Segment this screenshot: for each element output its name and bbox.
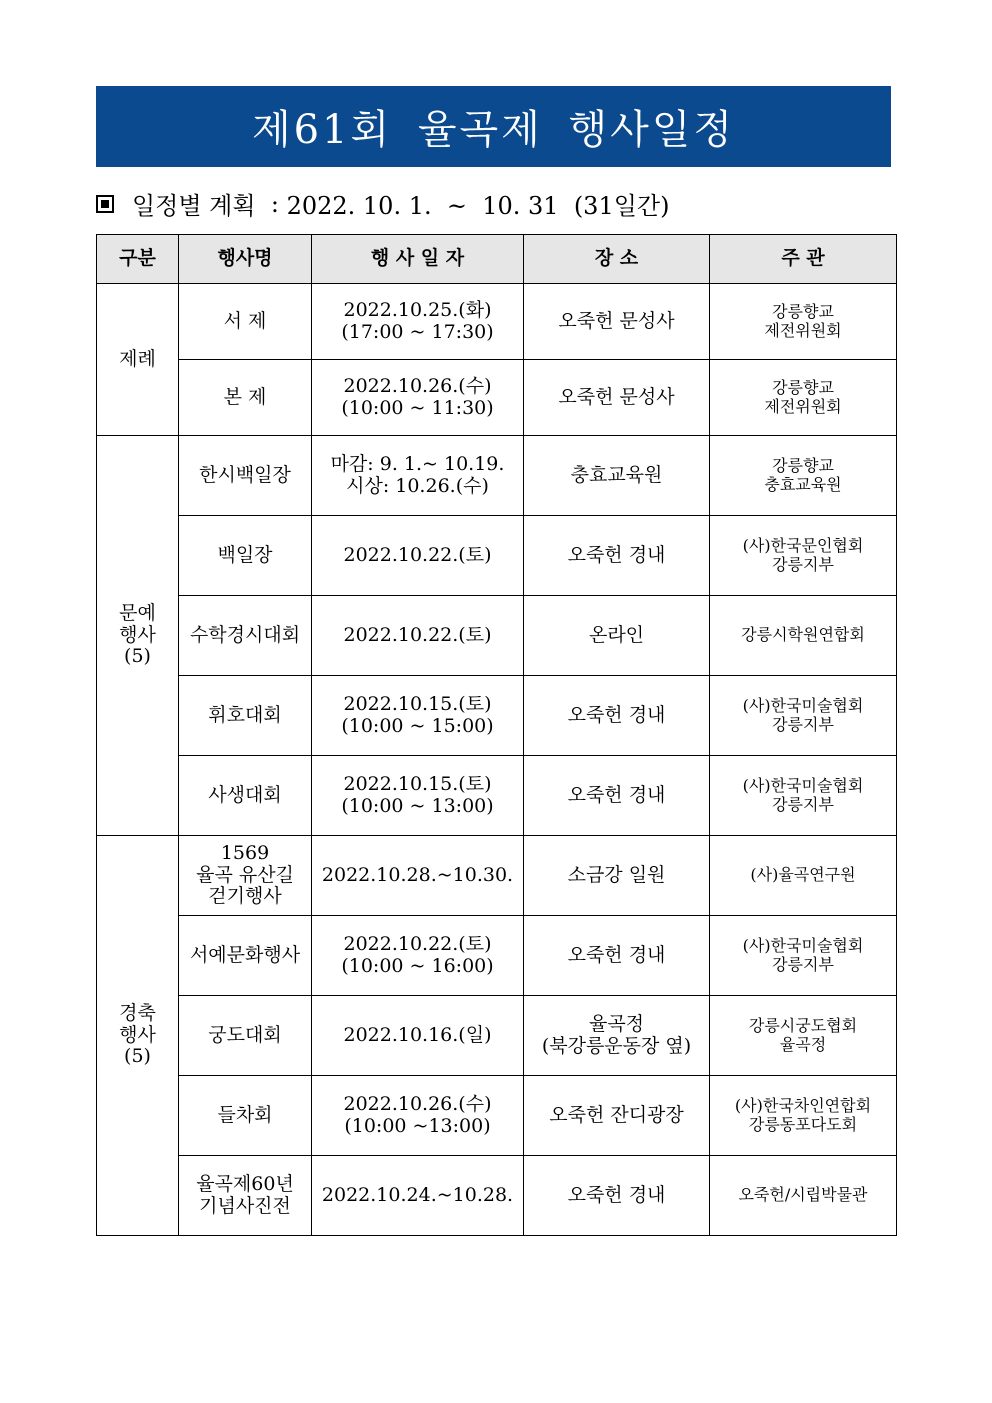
header-category: 구분 [97,235,179,284]
organizer-cell: (사)한국미술협회 강릉지부 [710,676,897,756]
event-cell: 사생대회 [179,756,312,836]
date-cell: 2022.10.24.~10.28. [312,1156,524,1236]
table-row [97,756,897,836]
table-header-row [97,235,897,284]
date-cell: 2022.10.26.(수) (10:00 ~ 11:30) [312,360,524,436]
place-cell: 오죽헌 경내 [524,1156,710,1236]
table-row [97,996,897,1076]
date-cell: 2022.10.22.(토) [312,596,524,676]
date-cell: 2022.10.26.(수) (10:00 ~13:00) [312,1076,524,1156]
place-cell: 오죽헌 문성사 [524,284,710,360]
date-cell: 2022.10.22.(토) (10:00 ~ 16:00) [312,916,524,996]
event-cell: 수학경시대회 [179,596,312,676]
place-cell: 오죽헌 경내 [524,916,710,996]
place-cell: 오죽헌 문성사 [524,360,710,436]
header-event: 행사명 [179,235,312,284]
event-cell: 휘호대회 [179,676,312,756]
page-title: 제61회 율곡제 행사일정 [251,107,736,153]
category-cell: 경축 행사 (5) [97,836,179,1236]
place-cell: 율곡정 (북강릉운동장 옆) [524,996,710,1076]
place-cell: 오죽헌 잔디광장 [524,1076,710,1156]
place-cell: 오죽헌 경내 [524,516,710,596]
table-row [97,284,897,360]
event-cell: 율곡제60년 기념사진전 [179,1156,312,1236]
table-row [97,676,897,756]
date-cell: 2022.10.15.(토) (10:00 ~ 15:00) [312,676,524,756]
table-row [97,516,897,596]
event-cell: 들차회 [179,1076,312,1156]
date-cell: 2022.10.16.(일) [312,996,524,1076]
place-cell: 오죽헌 경내 [524,676,710,756]
event-cell: 백일장 [179,516,312,596]
organizer-cell: 강릉시학원연합회 [710,596,897,676]
event-cell: 본 제 [179,360,312,436]
date-cell: 마감: 9. 1.~ 10.19. 시상: 10.26.(수) [312,436,524,516]
organizer-cell: 오죽헌/시립박물관 [710,1156,897,1236]
organizer-cell: (사)율곡연구원 [710,836,897,916]
place-cell: 온라인 [524,596,710,676]
date-cell: 2022.10.15.(토) (10:00 ~ 13:00) [312,756,524,836]
event-cell: 1569 율곡 유산길 걷기행사 [179,836,312,916]
header-place: 장 소 [524,235,710,284]
table-row [97,596,897,676]
table-row [97,1156,897,1236]
category-cell: 문예 행사 (5) [97,436,179,836]
plan-line [96,186,669,221]
table-row [97,916,897,996]
plan-label: 일정별 계획 [132,192,256,220]
title-banner [96,86,891,167]
date-cell: 2022.10.28.~10.30. [312,836,524,916]
organizer-cell: (사)한국미술협회 강릉지부 [710,916,897,996]
organizer-cell: 강릉향교 제전위원회 [710,360,897,436]
plan-period: 2022. 10. 1. ~ 10. 31 (31일간) [286,192,670,220]
square-bullet-icon [96,195,114,213]
organizer-cell: (사)한국차인연합회 강릉동포다도회 [710,1076,897,1156]
schedule-table [96,234,897,1236]
organizer-cell: 강릉향교 충효교육원 [710,436,897,516]
plan-separator: : [270,189,279,218]
date-cell: 2022.10.25.(화) (17:00 ~ 17:30) [312,284,524,360]
organizer-cell: (사)한국문인협회 강릉지부 [710,516,897,596]
place-cell: 충효교육원 [524,436,710,516]
table-row [97,436,897,516]
event-cell: 서예문화행사 [179,916,312,996]
organizer-cell: 강릉향교 제전위원회 [710,284,897,360]
organizer-cell: 강릉시궁도협회 율곡정 [710,996,897,1076]
header-organizer: 주 관 [710,235,897,284]
event-cell: 궁도대회 [179,996,312,1076]
event-cell: 한시백일장 [179,436,312,516]
category-cell: 제례 [97,284,179,436]
table-row [97,836,897,916]
header-date: 행 사 일 자 [312,235,524,284]
table-row [97,1076,897,1156]
place-cell: 오죽헌 경내 [524,756,710,836]
organizer-cell: (사)한국미술협회 강릉지부 [710,756,897,836]
place-cell: 소금강 일원 [524,836,710,916]
table-row [97,360,897,436]
event-cell: 서 제 [179,284,312,360]
date-cell: 2022.10.22.(토) [312,516,524,596]
